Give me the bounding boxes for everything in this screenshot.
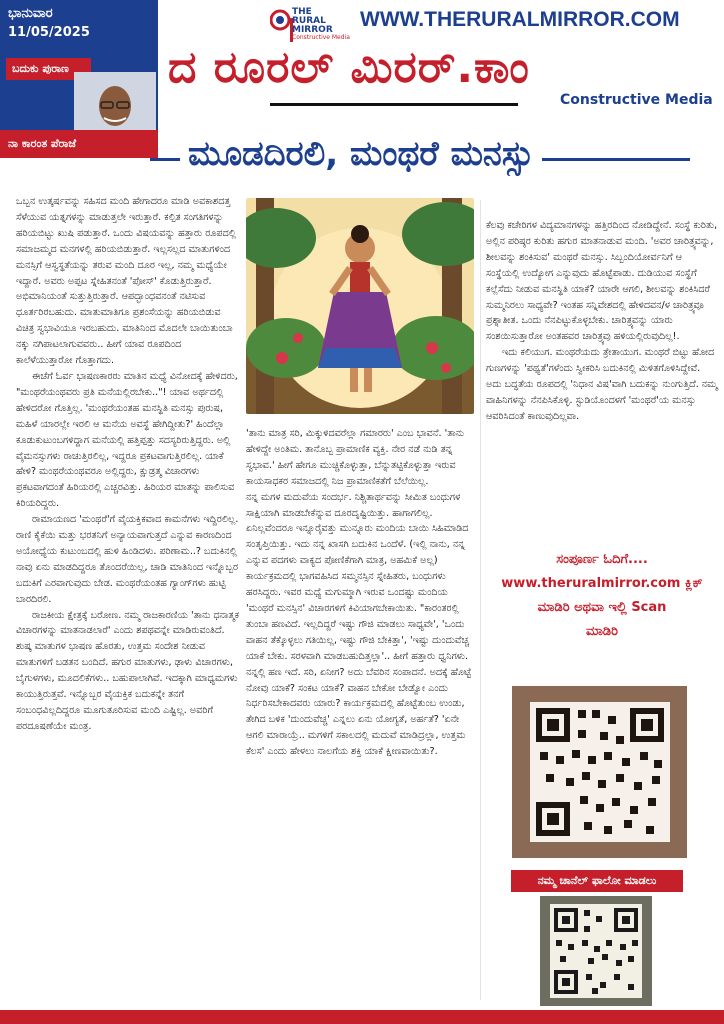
article-column-2	[246, 426, 476, 760]
channel-follow-label: ನಮ್ಮ ಚಾನೆಲ್ ಫಾಲೋ ಮಾಡಲು	[511, 870, 683, 892]
website-qr-code[interactable]	[512, 686, 687, 858]
paragraph: ಒಬ್ಬನ ಉತ್ಕರ್ಷವನ್ನು ಸಹಿಸದ ಮಂದಿ ಹೇಗಾದರೂ ಮಾಡಿ ಅವಕಾಶದತ್ತ ಸೆಳೆಯುವ ಯತ್ನಗಳನ್ನು ಮಾಡುತ್ತಲೇ ಇರುತ್ತಾರೆ. ಕಲ್ಪಿತ ಸಂಗತಿಗಳನ್ನು ಹರಿಯಬಿಟ್ಟು ಖುಷಿ ಪಡುತ್ತಾರೆ. ಒಂದು ವಿಷಯವನ್ನು ಹತ್ತಾರು ರೂಪದಲ್ಲಿ ಸಮಾಜಮ್ಮದ ಮನಗಳಲ್ಲಿ ಹರಿಯಬಿಡುತ್ತಾರೆ. ಇಲ್ಲಸಲ್ಲದ ಮಾತುಗಳಿಂದ ಮನಸ್ಸಿಗೆ ಆಸ್ವಸ್ಥತೆಯನ್ನು ತರುವ ಮಂದಿ ದೂರ ಇಲ್ಲ, ನಮ್ಮ ಮಧ್ಯೆಯೇ ಇದ್ದಾರೆ. ಅವರು ಅಪ್ಪಟ ಸ್ನೇಹಿತನಂತೆ 'ಪೋಸ್' ಕೊಡುತ್ತಿರುತ್ತಾರೆ. ಅಭಿಮಾನಿಯಂತೆ ಸುತ್ತುತ್ತಿರುತ್ತಾರೆ. ಆಪದ್ಭಾಂಧವನಂತೆ ನಟಿಸುವ ಧೂರ್ತರಿರಬಹುದು. ಮಾತುಮಾತಿಗೂ ಪ್ರಶಂಸೆಯನ್ನು ಹರಿಯಬಿಡುವ ವಿಚಿತ್ರ ಸ್ವಭಾವಿಯೂ ಇರಬಹುದು. ಮಾತಿನಿಂದ ಮೊದಲೇ ಬಾಯಿತುಂಬಾ ನಕ್ಕು ನಗಿಪಾಟಲಾಗುವವರು.. ಹೀಗೆ ಯಾವ ರೂಪದಿಂದ ಕಾಲೆಳೆಯುತ್ತಾರೋ ಗೊತ್ತಾಗದು.	[16, 196, 237, 367]
date-label: 11/05/2025	[8, 25, 90, 40]
read-more-promo[interactable]	[486, 548, 718, 644]
promo-line: ಮಾಡಿರಿ	[585, 624, 618, 639]
paragraph: ಇದು ಕಲಿಯುಗ. ಮಂಥರೆಯದು ತ್ರೇತಾಯುಗ. ಮಂಥರೆ ಬಿಟ್ಟು ಹೋದ ಗುಣಗಳನ್ನು 'ಪಥ್ಯತೆ'ಗಳೆಂದು ಸ್ವೀಕರಿಸಿ ಬದುಕಿನಲ್ಲಿ ಮಿಳಿತಗೊಳಿಸಿದ್ದೇವೆ. ಅದು ಬದ್ಧತೆಯ ರೂಪದಲ್ಲಿ 'ನಿಧಾನ ವಿಷ'ವಾಗಿ ಬದುಕನ್ನು ನುಂಗುತ್ತಿದೆ. ನಮ್ಮ ವಾಹಿನಿಗಳನ್ನು ನೆನಪಿಸಿಕೊಳ್ಳಿ. ಸ್ಟುಡಿಯೊಂದಳಗೆ 'ಮಂಥರೆ'ಯ ಮನಸ್ಸು ಆವರಿಸಿದಂತೆ ಕಾಣುವುದಿಲ್ಲವಾ.	[486, 347, 718, 422]
promo-line: ಮಾಡಿರಿ ಅಥವಾ ಇಲ್ಲಿ Scan	[537, 600, 667, 615]
footer-bar	[0, 1010, 724, 1024]
manthara-illustration	[246, 198, 474, 414]
article-column-3	[486, 218, 718, 425]
header-rule	[270, 103, 518, 106]
promo-line: ಸಂಪೂರ್ಣ ಓದಿಗೆ....	[556, 552, 648, 567]
brand-title: ದ ರೂರಲ್ ಮಿರರ್.ಕಾಂ	[168, 42, 530, 93]
logo-subtitle: Constructive Media	[292, 34, 350, 41]
author-name: ನಾ ಕಾರಂತ ಪೆರಾಜೆ	[0, 130, 158, 158]
channel-qr-code[interactable]	[540, 896, 652, 1006]
logo-text: THE RURAL MIRROR	[292, 7, 333, 35]
paragraph: ಈಚೆಗೆ ಓರ್ವ ಭಾಷಣಕಾರರು ಮಾತಿನ ಮಧ್ಯೆ ವಿನೋದಕ್ಕೆ ಹೇಳಿದರು, "ಮಂಥರೆಯಂಥವರು ಪ್ರತಿ ಮನೆಯಲ್ಲಿರಬೇಕು.."! ಯಾವ ಅರ್ಥದಲ್ಲಿ ಹೇಳಿದರೋ ಗೊತ್ತಿಲ್ಲ. 'ಮಂಥರೆಯಂತಹ ಮನಸ್ಥಿತಿ ಮನಸ್ಸು ಪುರುಷ, ಮಹಿಳೆ ಯಾರಲ್ಲೇ ಇರಲಿ ಆ ಮನೆಯ ಅವಸ್ಥೆ ಹೇಗಿದ್ದೀತು?' ಹಿಂದೆಲ್ಲಾ ಕೂಡುಕುಟುಂಬಗಳಿದ್ದಾಗ ಮನೆಯಲ್ಲಿ ಹತ್ತಿಪ್ಪತ್ತು ಸದಸ್ಯರಿರುತ್ತಿದ್ದರು. ಅಲ್ಲಿ ವೈಮನಸ್ಸುಗಳು ರಾಚುತ್ತಿರಲಿಲ್ಲ, ಇದ್ದರೂ ಪ್ರಕಟವಾಗುತ್ತಿರಲಿಲ್ಲ. ಯಾಕೆ ಹೇಳಿ? ಮಂಥರೆಯಂಥವರೂ ಅಲ್ಲಿದ್ದರು, ಕ್ಷುಡ್ರತ್ಮ ವಿಚಾರಗಳು ಪ್ರಕಟವಾಗದಂತೆ ಹಿರಿಯರಲ್ಲಿ ಎಚ್ಚರವಿತ್ತು. ಹಿರಿಯರ ಮಾತನ್ನು ಪಾಲಿಸುವ ಕಿರಿಯರಿದ್ದರು.	[16, 370, 238, 510]
paragraph: ನನ್ನ ಮಗಳ ಮದುವೆಯ ಸಂದರ್ಭ. ನಿಶ್ಚಿತಾರ್ಥವನ್ನು ಸೀಮಿತ ಬಂಧುಗಳ ಸಾಕ್ಷಿಯಾಗಿ ಮಾಡಬೇಕೆನ್ನುವ ದೂರದೃಷ್ಟಿಯಿತ್ತು. ಹಾಗಾಗಲಿಲ್ಲ. ಏನಿಲ್ಲವೆಂದರೂ ಇನ್ನೂರೈವತ್ತು ಮುನ್ನೂರು ಮಂದಿಯ ಬಾಯಿ ಸಿಹಿಮಾಡಿದ ಸಂತೃಪ್ತಿಯಿತ್ತು. ಇದು ನನ್ನ ಖಾಸಗಿ ಬದುಕಿನ ಒಂದೆಳೆ. (ಇಲ್ಲಿ ನಾನು, ನನ್ನ ಎನ್ನುವ ಪದಗಳು ವಾಕ್ಯದ ಪೋಣಿಕೆಗಾಗಿ ಮಾತ್ರ, ಅಹಮಿಕೆ ಅಲ್ಲ) ಕಾರ್ಯಕ್ರಮದಲ್ಲಿ ಭಾಗವಹಿಸಿದ ಸಮ್ಮನಸ್ಸಿನ ಸ್ನೇಹಿತರು, ಬಂಧುಗಳು ಹರಸಿದ್ದರು. ಇವರ ಮಧ್ಯೆ ಮಗುಮ್ಮಾಗಿ ಇರುವ ಒಂದಷ್ಟು ಮಂದಿಯ 'ಮಂಥರೆ ಮನಸ್ಸಿನ' ವಿಚಾರಗಳಿಗೆ ಕಿವಿಯಾಗಬೇಕಾಯಿತು. "ಕಾರಂತರಲ್ಲಿ ತುಂಬಾ ಹಣವಿದೆ. ಇಲ್ಲದಿದ್ದರೆ ಇಷ್ಟು ಗೌಜಿ ಮಾಡಲು ಸಾಧ್ಯವೇ', 'ಒಂದು ವಾಹನ ತೆಕ್ಕೊಳ್ಳಲು ಗತಿಯಿಲ್ಲ, ಇಷ್ಟು ಗೌಜಿ ಬೇಕಿತ್ತಾ', 'ಇಷ್ಟು ದುಂದುವೆಚ್ಚ ಯಾಕೆ ಬೇಕು. ಸರಳವಾಗಿ ಮಾಡಬಹುದಿತ್ತಲ್ಲಾ'.. ಹೀಗೆ ಹತ್ತಾರು ಧ್ವನಿಗಳು. ನನ್ನಲ್ಲಿ ಹಣ ಇದೆ. ಸರಿ, ಏನೀಗ? ಅದು ಬೆವರಿನ ಸಂಪಾದನೆ. ಅದಕ್ಕೆ ಹೊಟ್ಟೆ ನೋವು ಯಾಕೆ? ಸಂಕಟ ಯಾಕೆ? ವಾಹನ ಬೇಕೋ ಬೇಡ್ವೋ ಎಂದು ನಿರ್ಧರಿಸಬೇಕಾದವರು ಯಾರು? ಕಾರ್ಯಕ್ರಮದಲ್ಲಿ ಹೊಟ್ಟೆತುಂಬ ಉಂಡು, ತೇಗಿದ ಬಳಿಕ 'ದುಂದುವೆಚ್ಚ' ಎನ್ನಲು ಏನು ಯೋಗ್ಯತೆ, ಅರ್ಹತೆ? 'ಏನೇ ಆಗಲಿ ಮಾರಾಯ್ರೆ.. ಮಗಳಿಗೆ ಸಕಾಲದಲ್ಲಿ ಮದುವೆ ಮಾಡಿದ್ರಲ್ಲಾ, ಉತ್ತಮ ಕೆಲಸ' ಎಂದು ಹೇಳಲು ನಾಲಗೆಯ ಶಕ್ತಿ ಯಾಕೆ ಕ್ಷೀಣವಾಯಿತು?.	[246, 491, 472, 758]
promo-link[interactable]: www.theruralmirror.com ಕ್ಲಿಕ್	[501, 576, 703, 591]
paragraph: 'ತಾನು ಮಾತ್ರ ಸರಿ, ಮಿಕ್ಕುಳಿದವರೆಲ್ಲಾ ಗಮಾರರು' ಎಂಬ ಭಾವನೆ. 'ತಾನು ಹೇಳಿದ್ದೇ ಅಂತಿಮ. ತಾನೊಬ್ಬ ಪ್ರಾಮಾಣಿಕ ವ್ಯಕ್ತಿ. ನೇರ ನಡೆ ನುಡಿ ತನ್ನ ಸ್ವಭಾವ.' ಹೀಗೆ ಹೇಗೂ ಮುಚ್ಚಿಕೊಳ್ಳುತ್ತಾ, ಬೆನ್ನುತಟ್ಟಿಕೊಳ್ಳುತ್ತಾ ಇರುವ ಕಾಯಸಾಧಕರ ಸಮಾಜದಲ್ಲಿ ನಿಜ ಪ್ರಾಮಾಣಿಕತೆಗೆ ಬೆಲೆಯಿಲ್ಲ.	[246, 428, 465, 487]
tagline: Constructive Media	[560, 92, 713, 108]
headline-block	[150, 130, 690, 190]
paragraph: ಕೆಲವು ಕಚೇರಿಗಳ ವಿದ್ಯಮಾನಗಳನ್ನು ಹತ್ತಿರದಿಂದ ನೋಡಿದ್ದೇನೆ. ಸಂಸ್ಥೆ ಕುರಿತು, ಅಲ್ಲಿನ ಪರಿಷ್ಠರ ಕುರಿತು ಹಗುರ ಮಾತನಾಡುವ ಮಂದಿ. 'ಅವರ ಚಾರಿತ್ರ್ಯವನ್ನು, ಶೀಲವನ್ನು ಶಂಕಿಸುವ' ಮಂಥರೆ ಮನಸ್ಸು. ಸಿಬ್ಬಂದಿಯೋರ್ವನಿಗೆ ಆ ಸಂಸ್ಥೆಯಲ್ಲಿ ಉದ್ಯೋಗ ಎನ್ನುವುದು ಹೊಟ್ಟೆಪಾಡು. ದುಡಿಯುವ ಸಂಸ್ಥೆಗೆ ಕಲ್ಲೆಸೆದು ನೀಡುವ ಮನಸ್ಥಿತಿ ಯಾಕೆ? ಯಾರೇ ಆಗಲಿ, ಶೀಲವನ್ನು ಶಂಕಿಸಿದರೆ ಸುಮ್ಮನಿರಲು ಸಾಧ್ಯವೇ? ಇಂತಹ ಸನ್ನಿವೇಶದಲ್ಲಿ ಹೇಳಿದವನ/ಳ ಚಾರಿತ್ರ್ಯವೂ ಪ್ರಶ್ನಾತೀತ. ಒಂದು ನೆನಪಿಟ್ಟುಕೊಳ್ಳಬೇಕು. ಚಾರಿತ್ರ್ಯವನ್ನು ಯಾರು ಸಂಶಯಿಸುತ್ತಾರೋ ಅಂತಹವರ ಚಾರಿತ್ರ್ಯವು ಹಳಿಯಲ್ಲಿರುವುದಿಲ್ಲ!.	[486, 220, 718, 343]
column-divider	[480, 200, 481, 1000]
paragraph: ರಾಮಾಯಣದ 'ಮಂಥರೆ'ಗೆ ವೈಯಕ್ತಿಕವಾದ ಕಾಮನೆಗಳು ಇದ್ದಿರಲಿಲ್ಲ. ರಾಣಿ ಕೈಕೆಯಿ ಮತ್ತು ಭರತನಿಗೆ ಅನ್ಯಾಯವಾಗುತ್ತದೆ ಎನ್ನುವ ಕಾರಣದಿಂದ ಅಯೋಧ್ಯೆಯ ಕುಟುಂಬದಲ್ಲಿ ಹುಳಿ ಹಿಂಡಿದಳು. ಪರಿಣಾಮ..? ಬದುಕಿನಲ್ಲಿ ನಾವು ಏನು ಮಾಡದಿದ್ದರೂ ತೊಂದರೆಯಿಲ್ಲ, ಚಾಡಿ ಮಾತಿನಿಂದ ಇನ್ನೊಬ್ಬರ ಬದುಕಿಗೆ ಎರವಾಗುವುದು ಬೇಡ. ಮಂಥರೆಯಂತಹ ಗ್ಯಾಂಗ್‌ಗಳು ಹುಟ್ಟಿ ಬಾರದಿರಲಿ.	[16, 514, 239, 605]
day-label: ಭಾನುವಾರ	[8, 6, 53, 21]
column-tag: ಬದುಕು ಪುರಾಣ	[6, 58, 91, 80]
article-headline: ಮೂಡದಿರಲಿ, ಮಂಥರೆ ಮನಸ್ಸು	[180, 134, 542, 174]
paragraph: ರಾಜಕೀಯ ಕ್ಷೇತ್ರಕ್ಕೆ ಬರೋಣ. ನಮ್ಮ ರಾಜಕಾರಣಿಯ 'ತಾನು ಧನಾತ್ಮಕ ವಿಚಾರಗಳನ್ನು ಮಾತನಾಡಲಾರೆ' ಎಂದು ಶಪಥವನ್ನೇ ಮಾಡಿರುವಂತಿದೆ. ಶುಷ್ಕ ಮಾತುಗಳ ಭಾಷಣ ಹೊರತು, ಉತ್ತಮ ಸಂದೇಶ ನೀಡುವ ಮಾತುಗಳಿಗೆ ಬಡತನ ಬಂದಿದೆ. ಹಗುರ ಮಾತುಗಳು, ಢಾಳು ವಿಚಾರಗಳು, ಬೈಗುಳಗಳು, ಮೂದಲಿಕೆಗಳು.. ಬಹುಪಾಲಾಗಿವೆ. ಇದಕ್ಕಾಗಿ ಮಾಧ್ಯಮಗಳು ಕಾಯುತ್ತಿರುತ್ತವೆ. ಇನ್ನೊಬ್ಬರ ವೈಯಕ್ತಿಕ ಬದುಕನ್ನೇ ತನಗೆ ಸಂಬಂಧವಿಲ್ಲದಿದ್ದರೂ ಮೂಗುತೂರಿಸುವ ಮಂದಿ ಎಷ್ಟಿಲ್ಲ. ಅವರಿಗೆ ಪರದೂಷಣೆಯೇ ಮಂತ್ರ.	[16, 609, 240, 732]
article-column-1	[16, 194, 240, 735]
site-url[interactable]: WWW.THERURALMIRROR.COM	[360, 8, 680, 31]
date-block	[0, 0, 158, 158]
